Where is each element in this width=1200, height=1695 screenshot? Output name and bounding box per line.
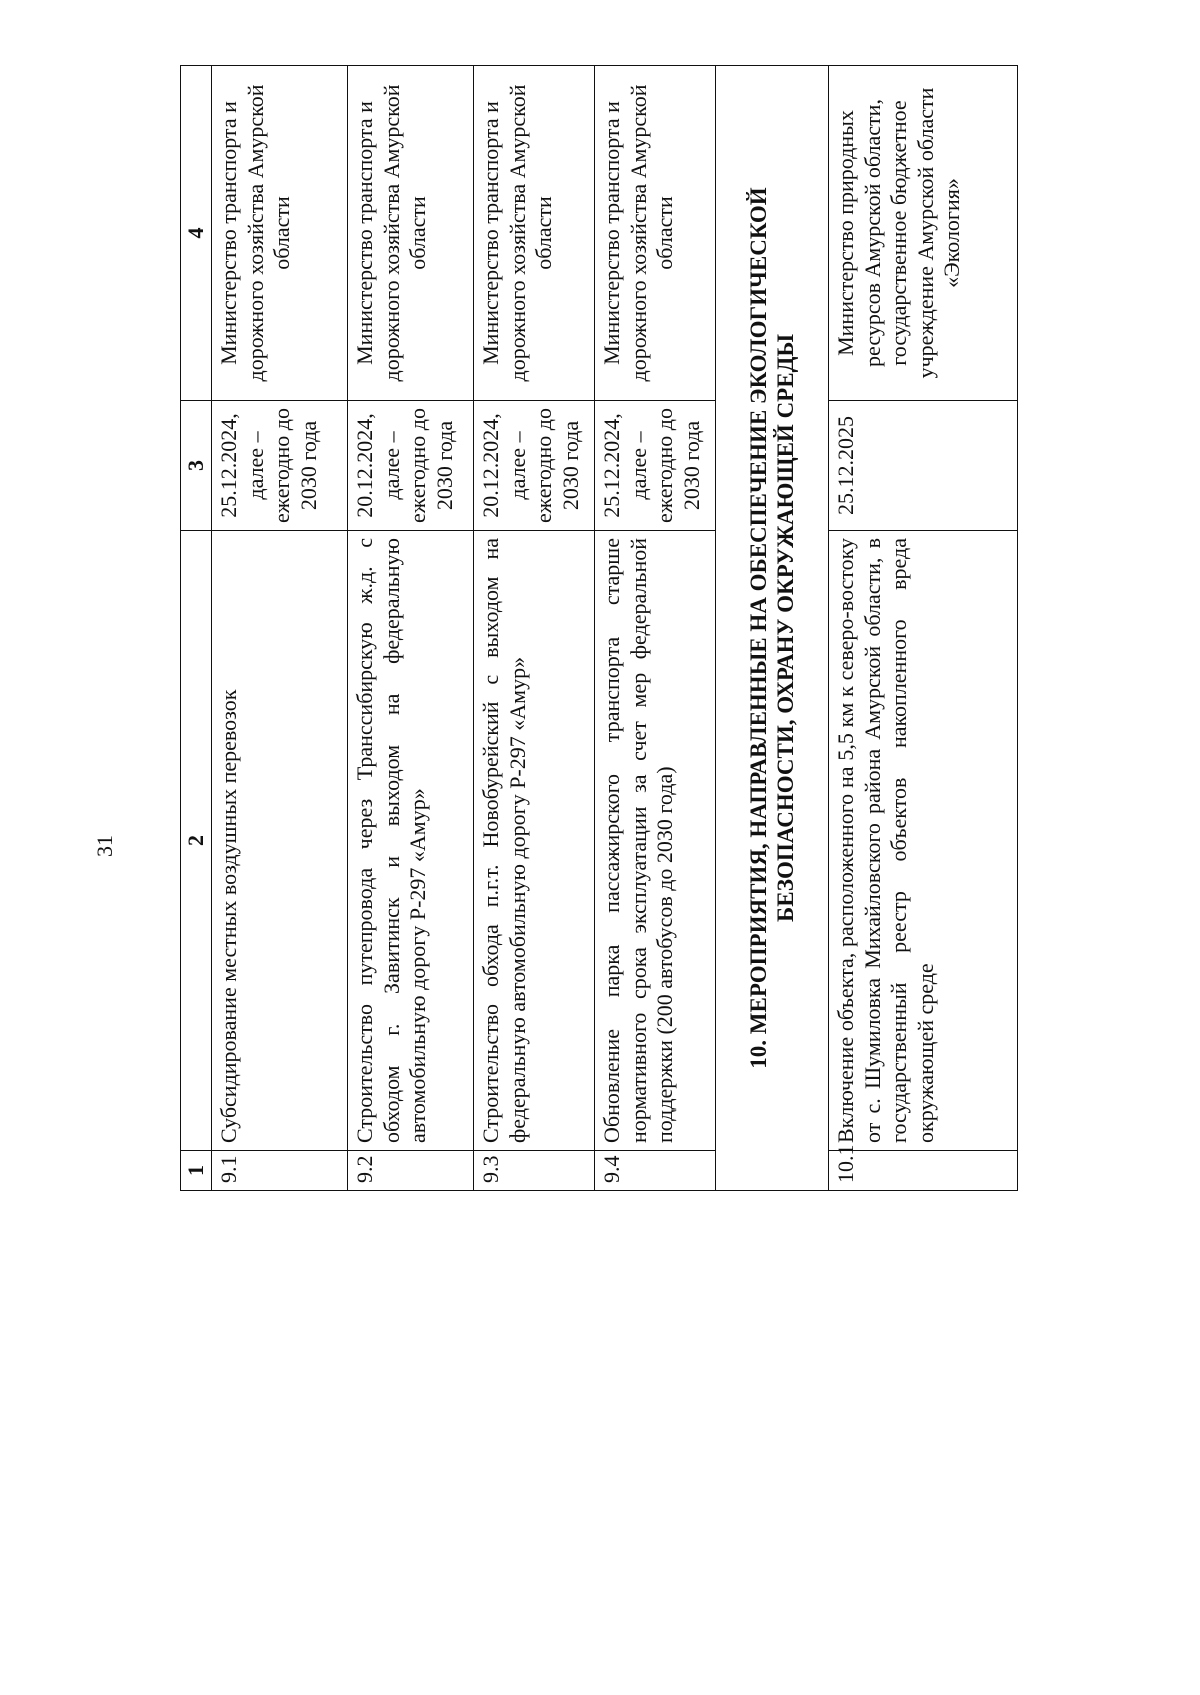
header-col-4: 4 [181,66,212,401]
table-row [212,66,348,1191]
row-number: 9.1 [212,1151,348,1191]
row-description: Строительство обхода п.г.т. Новобурейский с выходом на федеральную автомобильную дорогу Р-297 «Амур» [474,531,595,1151]
table-row [348,66,474,1191]
table-row [829,66,1018,1191]
row-deadline: 20.12.2024, далее – ежегодно до 2030 года [474,401,595,531]
measures-table [180,65,1018,1191]
row-deadline: 25.12.2024, далее – ежегодно до 2030 года [595,401,716,531]
header-col-3: 3 [181,401,212,531]
row-description: Обновление парка пассажирского транспорта старше нормативного срока эксплуатации за счет мер федеральной поддержки (200 автобусов до 2030 года) [595,531,716,1151]
row-description: Субсидирование местных воздушных перевозок [212,531,348,1151]
row-executor: Министерство транспорта и дорожного хозяйства Амурской области [212,66,348,401]
page-number: 31 [92,835,117,857]
header-col-2: 2 [181,531,212,1151]
row-number: 9.3 [474,1151,595,1191]
row-number: 10.1 [829,1151,1018,1191]
header-col-1: 1 [181,1151,212,1191]
section-heading: 10. МЕРОПРИЯТИЯ, НАПРАВЛЕННЫЕ НА ОБЕСПЕЧЕНИЕ ЭКОЛОГИЧЕСКОЙ БЕЗОПАСНОСТИ, ОХРАНУ ОКРУЖАЮЩЕЙ СРЕДЫ [716,66,829,1191]
row-deadline: 25.12.2024, далее – ежегодно до 2030 года [212,401,348,531]
table-header-row [181,66,212,1191]
row-executor: Министерство природных ресурсов Амурской области, государственное бюджетное учреждение Амурской области «Экология» [829,66,1018,401]
row-executor: Министерство транспорта и дорожного хозяйства Амурской области [595,66,716,401]
row-deadline: 25.12.2025 [829,401,1018,531]
landscape-page-content [180,66,1090,1191]
row-executor: Министерство транспорта и дорожного хозяйства Амурской области [348,66,474,401]
row-deadline: 20.12.2024, далее – ежегодно до 2030 года [348,401,474,531]
row-description: Включение объекта, расположенного на 5,5 км к северо-востоку от с. Шумиловка Михайловского района Амурской области, в государственный реестр объектов накопленного вреда окружающей среде [829,531,1018,1151]
section-heading-row [716,66,829,1191]
table-row [474,66,595,1191]
row-executor: Министерство транспорта и дорожного хозяйства Амурской области [474,66,595,401]
row-description: Строительство путепровода через Транссибирскую ж.д. с обходом г. Завитинск и выходом на федеральную автомобильную дорогу Р-297 «Амур» [348,531,474,1151]
row-number: 9.2 [348,1151,474,1191]
table-row [595,66,716,1191]
row-number: 9.4 [595,1151,716,1191]
